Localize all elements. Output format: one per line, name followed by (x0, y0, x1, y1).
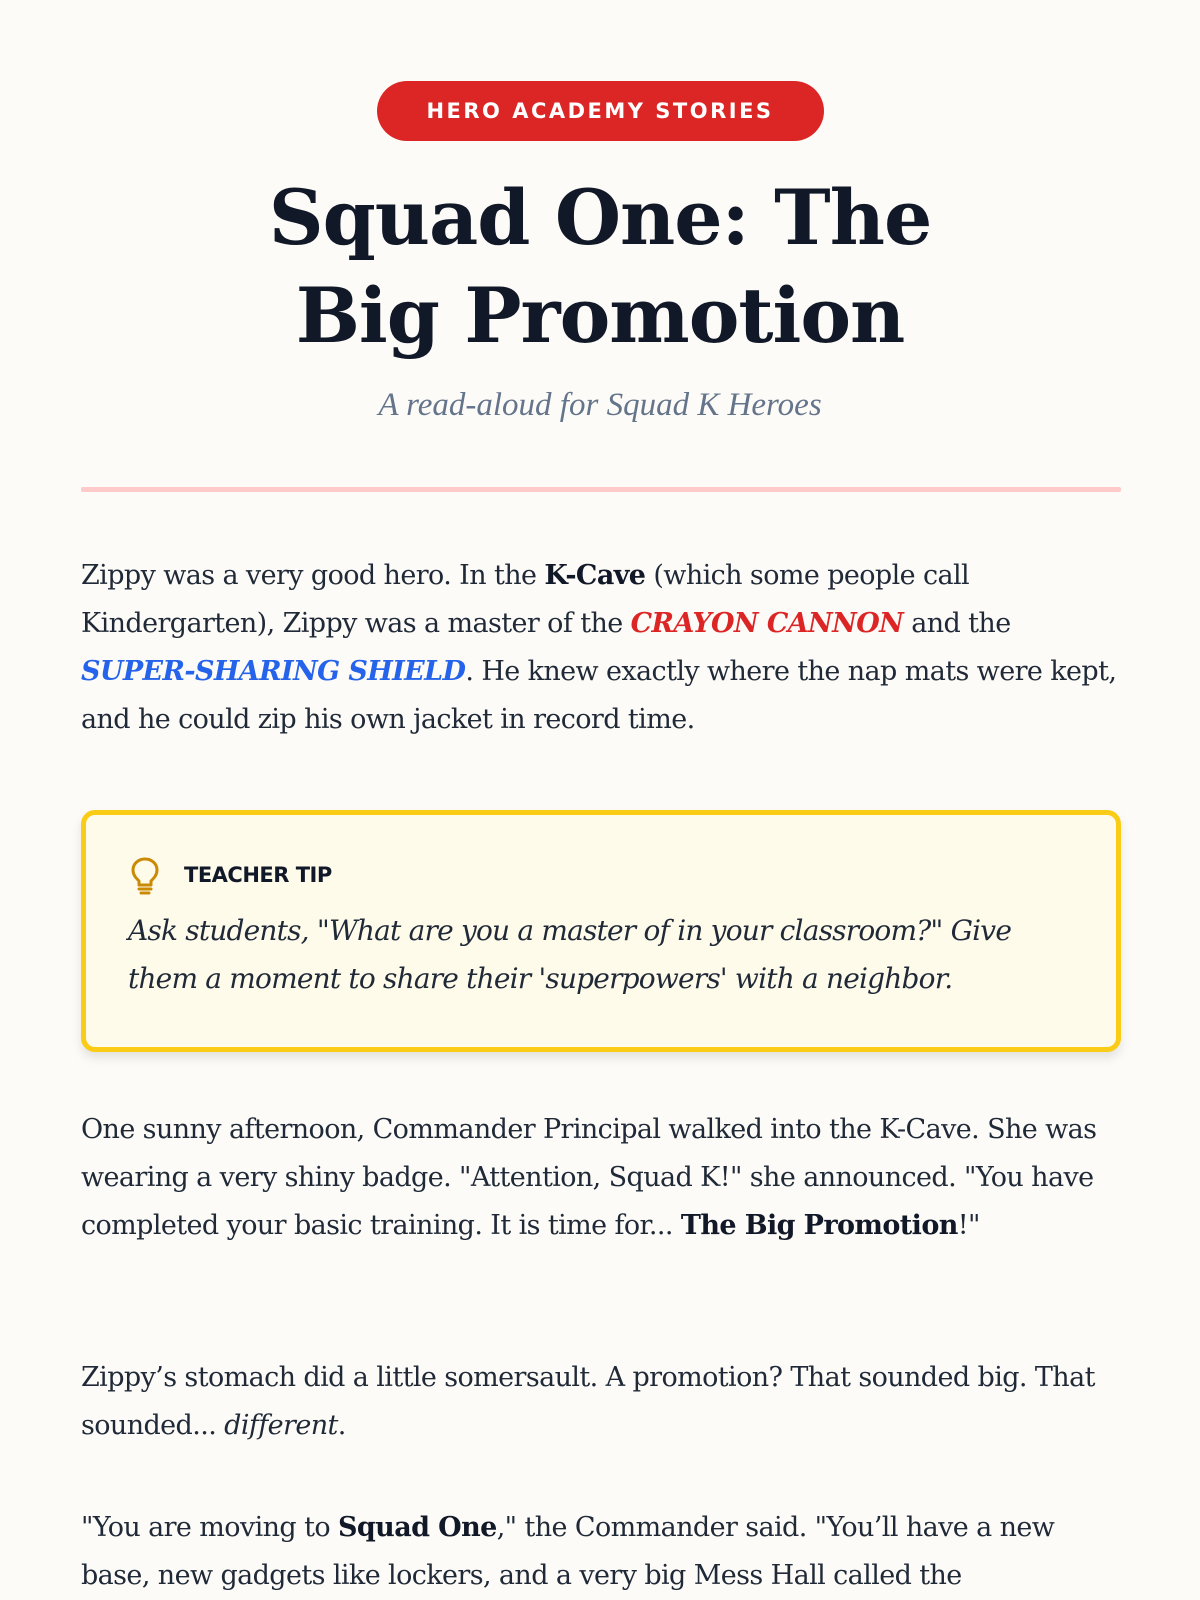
paragraph-text: ," the Commander said. "You’ll have a new base, new gadgets like lockers, and a very big Mess Hall called the (81, 1512, 1055, 1591)
bold-term-k-cave: K-Cave (544, 560, 646, 591)
paragraph-text: Zippy’s stomach did a little somersault. A promotion? That sounded big. That sounded... (81, 1362, 1095, 1441)
paragraph-text: "You are moving to (81, 1512, 338, 1543)
bold-term-big-promotion: The Big Promotion (680, 1210, 958, 1241)
teacher-tip-text: Ask students, "What are you a master of in your classroom?" Give them a moment to share their 'superpowers' with a neighbor. (128, 914, 1012, 995)
power-super-sharing-shield: SUPER-SHARING SHIELD (81, 656, 466, 687)
paragraph-text: . He knew exactly where the nap mats were kept, and he could zip his own jacket in record time. (81, 656, 1117, 735)
section-divider (81, 487, 1121, 492)
paragraph-text: and the (903, 608, 1011, 639)
paragraph-text: . (337, 1410, 346, 1441)
story-paragraph-3 (81, 1354, 1121, 1450)
teacher-tip-header (128, 855, 1074, 895)
story-paragraph-4 (81, 1504, 1121, 1600)
paragraph-text: One sunny afternoon, Commander Principal walked into the K-Cave. She was wearing a very shiny badge. "Attention, Squad K!" she announced. "You have completed your basic training. It is time for... (81, 1114, 1097, 1241)
story-paragraph-2 (81, 1106, 1121, 1250)
bold-term-squad-one: Squad One (337, 1512, 497, 1543)
story-title: Squad One: The Big Promotion (268, 173, 932, 360)
italic-term-different: different (224, 1410, 338, 1441)
teacher-tip-box (81, 810, 1121, 1052)
story-header (0, 0, 1200, 424)
story-subtitle: A read-aloud for Squad K Heroes (378, 387, 822, 423)
series-badge: HERO ACADEMY STORIES (377, 81, 824, 141)
paragraph-text: (which some people call Kindergarten), Zippy was a master of the (81, 560, 970, 639)
story-paragraph-1 (81, 552, 1121, 744)
paragraph-text: !" (957, 1210, 980, 1241)
paragraph-text: Zippy was a very good hero. In the (81, 560, 545, 591)
teacher-tip-label: TEACHER TIP (184, 863, 332, 887)
lightbulb-icon (128, 855, 162, 895)
power-crayon-cannon: CRAYON CANNON (630, 608, 904, 639)
